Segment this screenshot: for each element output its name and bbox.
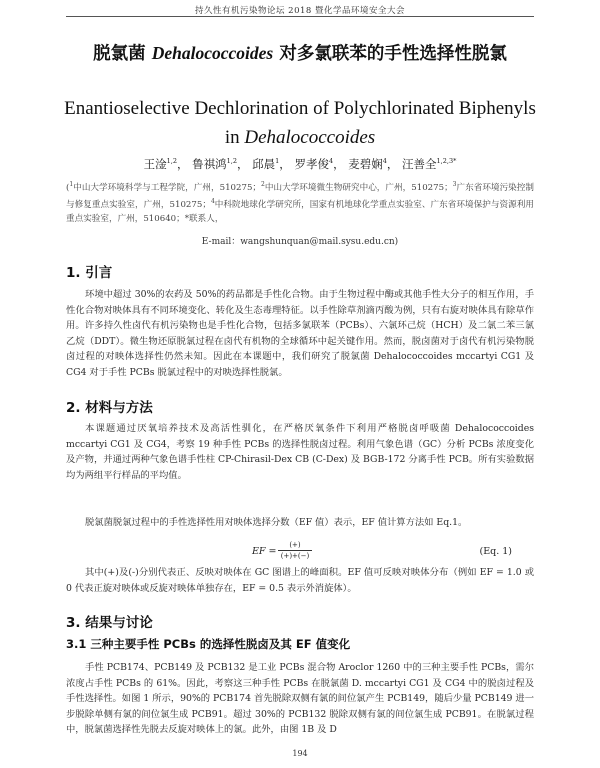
title-zh-pre: 脱氯菌: [93, 44, 152, 64]
author-name: 麦碧娴: [348, 157, 383, 171]
author-sup: 1,2,3*: [436, 157, 457, 166]
title-zh-post: 对多氯联苯的手性选择性脱氯: [273, 44, 507, 64]
section-heading-methods: 2. 材料与方法: [66, 400, 153, 416]
affiliation-1: 中山大学环境科学与工程学院，广州，510275；: [73, 182, 262, 193]
title-en-line2: [0, 123, 600, 152]
author-sup: 1: [275, 157, 280, 166]
equation-fraction: [278, 541, 312, 560]
section-heading-results: 3. 结果与讨论: [66, 615, 153, 631]
methods-paragraph-3: 其中(+)及(-)分别代表正、反映对映体在 GC 图谱上的峰面积。EF 值可反映对映体分布（例如 EF = 1.0 或 0 代表正旋对映体或反旋对映体单独存在，EF = 0.5 表示外消旋体）。: [66, 567, 534, 594]
author-name: 王淦: [143, 157, 167, 171]
equation-lhs: EF =: [252, 546, 277, 557]
author-list: 王淦$^{1,2}$， 鲁祺鸿$^{1,2}$， 邱晨$^1$， 罗孝俊$^4$， 麦碧娴$^4$， 汪善全$^{1,2,3*}$: [143, 157, 457, 171]
subsection-heading-3-1: 3.1 三种主要手性 PCBs 的选择性脱卤及其 EF 值变化: [66, 637, 351, 651]
section-heading-intro: 1. 引言: [66, 265, 113, 281]
header-rule: [66, 16, 534, 17]
running-header: 持久性有机污染物论坛 2018 暨化学品环境安全大会: [194, 6, 406, 16]
title-english: [0, 94, 600, 152]
author-sup: 4: [382, 157, 387, 166]
affiliation-2: 中山大学环境微生物研究中心，广州，510275；: [264, 182, 453, 193]
affiliations: ($^1$中山大学环境科学与工程学院，广州，510275；$^2$中山大学环境微生物研究中心，广州，510275；$^3$广东省环境污染控制与修复重点实验室，广州，510275；$^4$中科院地球化学研究所，国家有机地球化学重点实验室、广东省环境保护与资源利用重点实验室，广州，510640；*联系人，: [66, 181, 535, 224]
author-sup: 1,2: [166, 157, 177, 166]
page-number: 194: [292, 749, 308, 758]
equation-denominator: (+)+(−): [280, 552, 310, 560]
fraction-bar: [278, 550, 312, 551]
equation-label: (Eq. 1): [479, 546, 512, 557]
contact-email: E-mail：wangshunquan@mail.sysu.edu.cn): [201, 237, 399, 247]
author-name: 邱晨: [252, 157, 276, 171]
results-paragraph: 手性 PCB174、PCB149 及 PCB132 是工业 PCBs 混合物 Aroclor 1260 中的三种主要手性 PCBs，需尔浓度占手性 PCBs 的 61%。因此，考察这三种手性 PCBs 在脱氯菌 D. mccartyi CG1 及 CG4 中的脱卤过程及手性选择性。如图 1 所示，90%的 PCB174 首先脱除双侧有氯的间位氯产生 PCB149，随后少量 PCB149 进一步脱除单侧有氯的间位氯生成 PCB91。超过 30%的 PCB132 脱除双侧有氯的间位氯生成 PCB91。在脱氯过程中，脱氯菌选择性先脱去反旋对映体上的氯。此外，由图 1B 及 D: [66, 662, 534, 735]
methods-paragraph-1: 本课题通过厌氧培养技术及高活性驯化，在严格厌氧条件下利用严格脱卤呼吸菌 Dehalococcoides mccartyi CG1 及 CG4，考察 19 种手性 PCBs 的选择性脱卤过程。利用气象色谱（GC）分析 PCBs 浓度变化及产物，并通过两种气象色谱手性柱 CP-Chirasil-Dex CB (C-Dex) 及 BGB-172 分离手性 PCB。所有实验数据均为两组平行样品的平均值。: [66, 423, 534, 481]
title-en-line2-pre: in: [224, 127, 245, 148]
equation-1: [66, 541, 534, 561]
author-name: 罗孝俊: [294, 157, 329, 171]
title-en-line1: Enantioselective Dechlorination of Polychlorinated Biphenyls: [64, 98, 536, 119]
author-name: 汪善全: [402, 157, 437, 171]
title-en-genus: Dehalococcoides: [244, 127, 376, 148]
affiliation-4: 中科院地球化学研究所，国家有机地球化学重点实验室、广东省环境保护与资源利用重点实验室，广州，510640；*联系人，: [66, 199, 534, 224]
equation-numerator: (+): [289, 541, 301, 549]
affiliation-3: 广东省环境污染控制与修复重点实验室，广州，510275；: [66, 182, 535, 210]
methods-paragraph-2: 脱氯菌脱氯过程中的手性选择性用对映体选择分数（EF 值）表示，EF 值计算方法如 Eq.1。: [85, 517, 468, 528]
title-chinese: [0, 40, 600, 65]
author-name: 鲁祺鸿: [192, 157, 227, 171]
title-zh-genus: Dehalococcoides: [151, 43, 274, 63]
author-sup: 1,2: [226, 157, 237, 166]
author-sup: 4: [328, 157, 334, 166]
intro-paragraph: 环境中超过 30%的农药及 50%的药品都是手性化合物。由于生物过程中酶或其他手性大分子的相互作用，手性化合物对映体具有不同环境变化、转化及生态毒理特征。以手性除草剂滴丙酸为例，只有右旋对映体具有除草作用。许多持久性卤代有机污染物也是手性化合物，包括多氯联苯（PCBs）、六氯环己烷（HCH）及二氯二苯三氯乙烷（DDT）。微生物还原脱氯过程在卤代有机物的全球循环中起关键作用。然而，脱卤菌对于卤代有机污染物脱卤过程的对映体选择性仍然未知。因此在本课题中，我们研究了脱氯菌 Dehalococcoides mccartyi CG1 及 CG4 对于手性 PCBs 脱氯过程中的对映选择性脱氯。: [66, 289, 534, 378]
